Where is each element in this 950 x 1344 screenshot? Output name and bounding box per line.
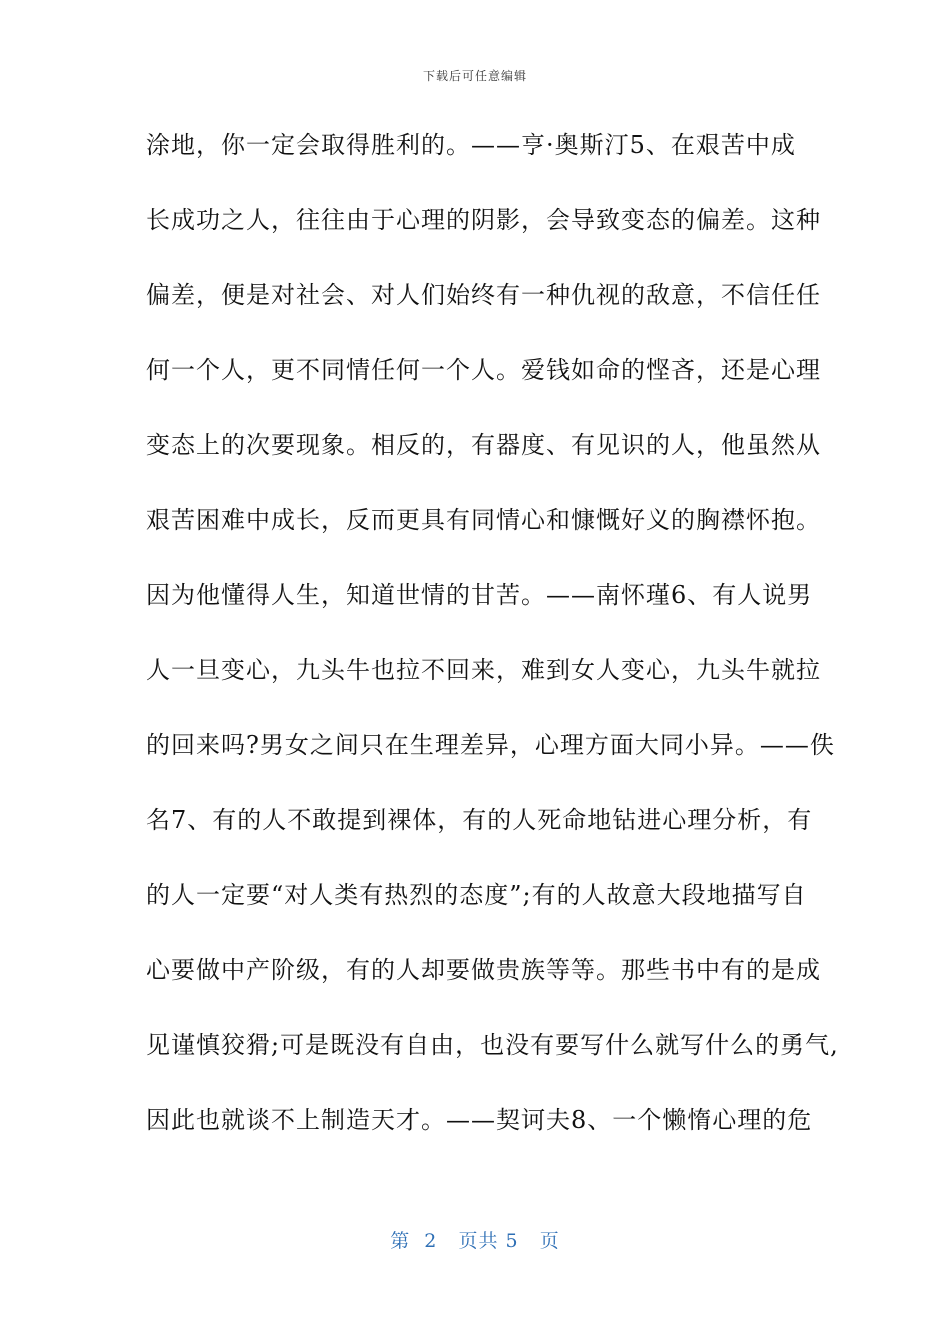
page-number-footer: 第 2 页共 5 页 (390, 1230, 560, 1252)
body-line-6: 艰苦困难中成长，反而更具有同情心和慷慨好义的胸襟怀抱。 (146, 506, 821, 534)
body-line-14: 因此也就谈不上制造天才。——契诃夫8、一个懒惰心理的危 (146, 1106, 813, 1134)
body-line-1: 涂地，你一定会取得胜利的。——亨·奥斯汀5、在艰苦中成 (146, 131, 796, 159)
body-line-13: 见谨慎狡猾;可是既没有自由，也没有要写什么就写什么的勇气, (146, 1031, 839, 1059)
body-line-3: 偏差，便是对社会、对人们始终有一种仇视的敌意，不信任任 (146, 281, 821, 309)
body-line-9: 的回来吗?男女之间只在生理差异，心理方面大同小异。——佚 (146, 731, 835, 759)
body-line-8: 人一旦变心，九头牛也拉不回来，难到女人变心，九头牛就拉 (146, 656, 821, 684)
body-line-2: 长成功之人，往往由于心理的阴影，会导致变态的偏差。这种 (146, 206, 821, 234)
body-line-12: 心要做中产阶级，有的人却要做贵族等等。那些书中有的是成 (146, 956, 821, 984)
document-body (146, 125, 839, 1175)
body-line-11: 的人一定要“对人类有热烈的态度”;有的人故意大段地描写自 (146, 881, 807, 909)
body-line-7: 因为他懂得人生，知道世情的甘苦。——南怀瑾6、有人说男 (146, 581, 813, 609)
body-line-5: 变态上的次要现象。相反的，有器度、有见识的人，他虽然从 (146, 431, 821, 459)
body-line-4: 何一个人，更不同情任何一个人。爱钱如命的悭吝，还是心理 (146, 356, 821, 384)
page-header: 下载后可任意编辑 (422, 69, 527, 83)
body-line-10: 名7、有的人不敢提到裸体，有的人死命地钻进心理分析，有 (146, 806, 813, 834)
